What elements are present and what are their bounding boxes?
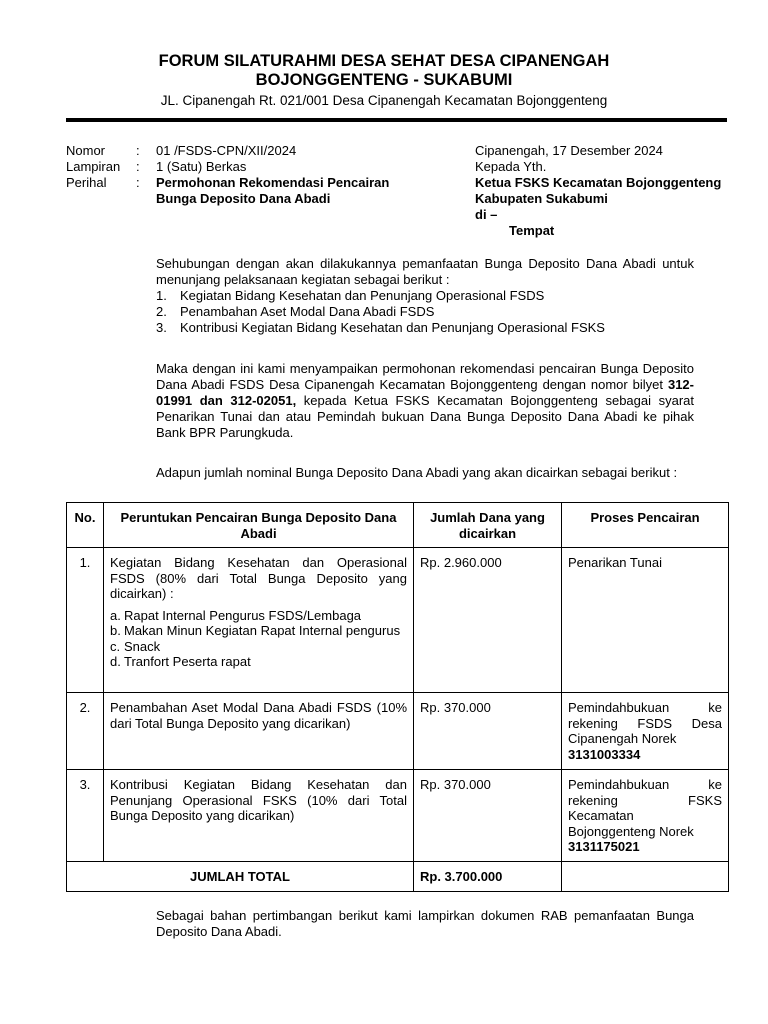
- meta-nomor: [66, 143, 446, 159]
- table-row: [67, 693, 729, 770]
- perihal-line1: Permohonan Rekomendasi Pencairan: [156, 175, 390, 190]
- list-item: [156, 288, 694, 304]
- intro-text: Sehubungan dengan akan dilakukannya pemanfaatan Bunga Deposito Dana Abadi untuk menunjang pelaksanaan kegiatan sebagai berikut :: [156, 256, 694, 287]
- list-item: [156, 320, 694, 336]
- header-jumlah: Jumlah Dana yang dicairkan: [414, 503, 562, 548]
- meta-nomor-label: Nomor: [66, 143, 106, 158]
- activity-list: [156, 288, 694, 336]
- sub-item-letter: b.: [110, 623, 121, 638]
- row-amount: Rp. 370.000: [414, 770, 562, 862]
- table-row: [67, 770, 729, 862]
- sub-item-letter: d.: [110, 654, 121, 669]
- closing-paragraph: Sebagai bahan pertimbangan berikut kami lampirkan dokumen RAB pemanfaatan Bunga Deposito Dana Abadi.: [156, 908, 694, 939]
- place-date: Cipanengah, 17 Desember 2024: [475, 143, 663, 158]
- sub-item: [110, 608, 407, 624]
- recipient-region: Kabupaten Sukabumi: [475, 191, 608, 206]
- total-empty: [562, 862, 729, 892]
- org-name-line2: BOJONGGENTENG - SUKABUMI: [255, 71, 513, 89]
- sub-list: [110, 608, 407, 670]
- total-value: Rp. 3.700.000: [414, 862, 562, 892]
- request-paragraph: [156, 361, 694, 441]
- account-number: 3131175021: [568, 839, 640, 854]
- list-item-number: 1.: [156, 288, 167, 303]
- letterhead-divider: [66, 118, 727, 122]
- list-item-text: Kegiatan Bidang Kesehatan dan Penunjang Operasional FSDS: [180, 288, 545, 303]
- sub-item: [110, 654, 407, 670]
- row-desc: Kontribusi Kegiatan Bidang Kesehatan dan Penunjang Operasional FSKS (10% dari Total Bunga Deposito yang dicarikan): [104, 770, 414, 862]
- list-item-number: 2.: [156, 304, 167, 319]
- table-header-row: [67, 503, 729, 548]
- letterhead: [0, 52, 768, 109]
- recipient-name: Ketua FSKS Kecamatan Bojonggenteng: [475, 175, 722, 190]
- sub-item-letter: a.: [110, 607, 121, 623]
- meta-colon: :: [136, 175, 140, 190]
- sub-item-text: Snack: [124, 638, 161, 654]
- total-row: [67, 862, 729, 892]
- row-desc-text: Kegiatan Bidang Kesehatan dan Operasional FSDS (80% dari Total Bunga Deposito yang dicairkan) :: [110, 555, 407, 601]
- list-item-text: Penambahan Aset Modal Dana Abadi FSDS: [180, 304, 435, 319]
- row-no: 1.: [67, 548, 104, 693]
- request-text-a: Maka dengan ini kami menyampaikan permohonan rekomendasi pencairan Bunga Deposito Dana Abadi FSDS Desa Cipanengah Kecamatan Bojonggenteng dengan nomor bilyet: [156, 361, 694, 392]
- header-proses: Proses Pencairan: [562, 503, 729, 548]
- org-address: JL. Cipanengah Rt. 021/001 Desa Cipanengah Kecamatan Bojonggenteng: [160, 93, 608, 108]
- request-text-b: kepada Ketua FSKS Kecamatan Bojonggenteng sebagai syarat Penarikan Tunai dan atau Pemindah bukuan Dana Bunga Deposito Dana Abadi ke pihak Bank BPR Parungkuda.: [156, 393, 694, 440]
- recipient-di: di –: [475, 207, 498, 222]
- row-process: [562, 770, 729, 862]
- letter-meta: [66, 143, 446, 207]
- sub-item-text: Rapat Internal Pengurus FSDS/Lembaga: [124, 607, 362, 623]
- meta-lampiran-label: Lampiran: [66, 159, 121, 174]
- header-peruntukan: Peruntukan Pencairan Bunga Deposito Dana Abadi: [104, 503, 414, 548]
- row-process: Penarikan Tunai: [562, 548, 729, 693]
- meta-perihal-value: [156, 175, 446, 207]
- row-amount: Rp. 2.960.000: [414, 548, 562, 693]
- sub-item-text: Makan Minun Kegiatan Rapat Internal pengurus: [124, 623, 401, 638]
- list-item-number: 3.: [156, 320, 167, 335]
- org-name-line1: FORUM SILATURAHMI DESA SEHAT DESA CIPANENGAH: [158, 52, 610, 70]
- process-text: Pemindahbukuan ke rekening FSDS Desa Cipanengah Norek: [568, 700, 722, 746]
- kepada-yth: Kepada Yth.: [475, 159, 547, 174]
- meta-lampiran-value: 1 (Satu) Berkas: [156, 159, 247, 174]
- sub-item: [110, 639, 407, 655]
- list-item: [156, 304, 694, 320]
- sub-item-letter: c.: [110, 638, 121, 654]
- row-no: 3.: [67, 770, 104, 862]
- sub-item: [110, 623, 407, 639]
- meta-perihal: [66, 175, 446, 207]
- intro-paragraph: [156, 256, 694, 336]
- meta-nomor-value: 01 /FSDS-CPN/XII/2024: [156, 143, 297, 158]
- sub-item-text: Tranfort Peserta rapat: [124, 654, 251, 669]
- meta-lampiran: [66, 159, 446, 175]
- bilyet-numbers: 312-01991 dan 312-02051,: [156, 377, 694, 408]
- list-item-text: Kontribusi Kegiatan Bidang Kesehatan dan Penunjang Operasional FSKS: [180, 320, 605, 335]
- row-amount: Rp. 370.000: [414, 693, 562, 770]
- perihal-line2: Bunga Deposito Dana Abadi: [156, 191, 331, 206]
- row-process: [562, 693, 729, 770]
- header-no: No.: [67, 503, 104, 548]
- process-text: Pemindahbukuan ke rekening FSKS Kecamatan Bojonggenteng Norek: [568, 777, 722, 839]
- total-label: JUMLAH TOTAL: [67, 862, 414, 892]
- meta-colon: :: [136, 143, 140, 158]
- recipient-block: [475, 143, 745, 239]
- table-row: [67, 548, 729, 693]
- table-intro: Adapun jumlah nominal Bunga Deposito Dana Abadi yang akan dicairkan sebagai berikut :: [156, 465, 678, 480]
- row-no: 2.: [67, 693, 104, 770]
- row-desc: [104, 548, 414, 693]
- meta-perihal-label: Perihal: [66, 175, 107, 190]
- recipient-tempat: Tempat: [509, 223, 555, 238]
- disbursement-table: [66, 502, 729, 892]
- account-number: 3131003334: [568, 746, 641, 762]
- row-desc: Penambahan Aset Modal Dana Abadi FSDS (10% dari Total Bunga Deposito yang dicarikan): [104, 693, 414, 770]
- meta-colon: :: [136, 159, 140, 174]
